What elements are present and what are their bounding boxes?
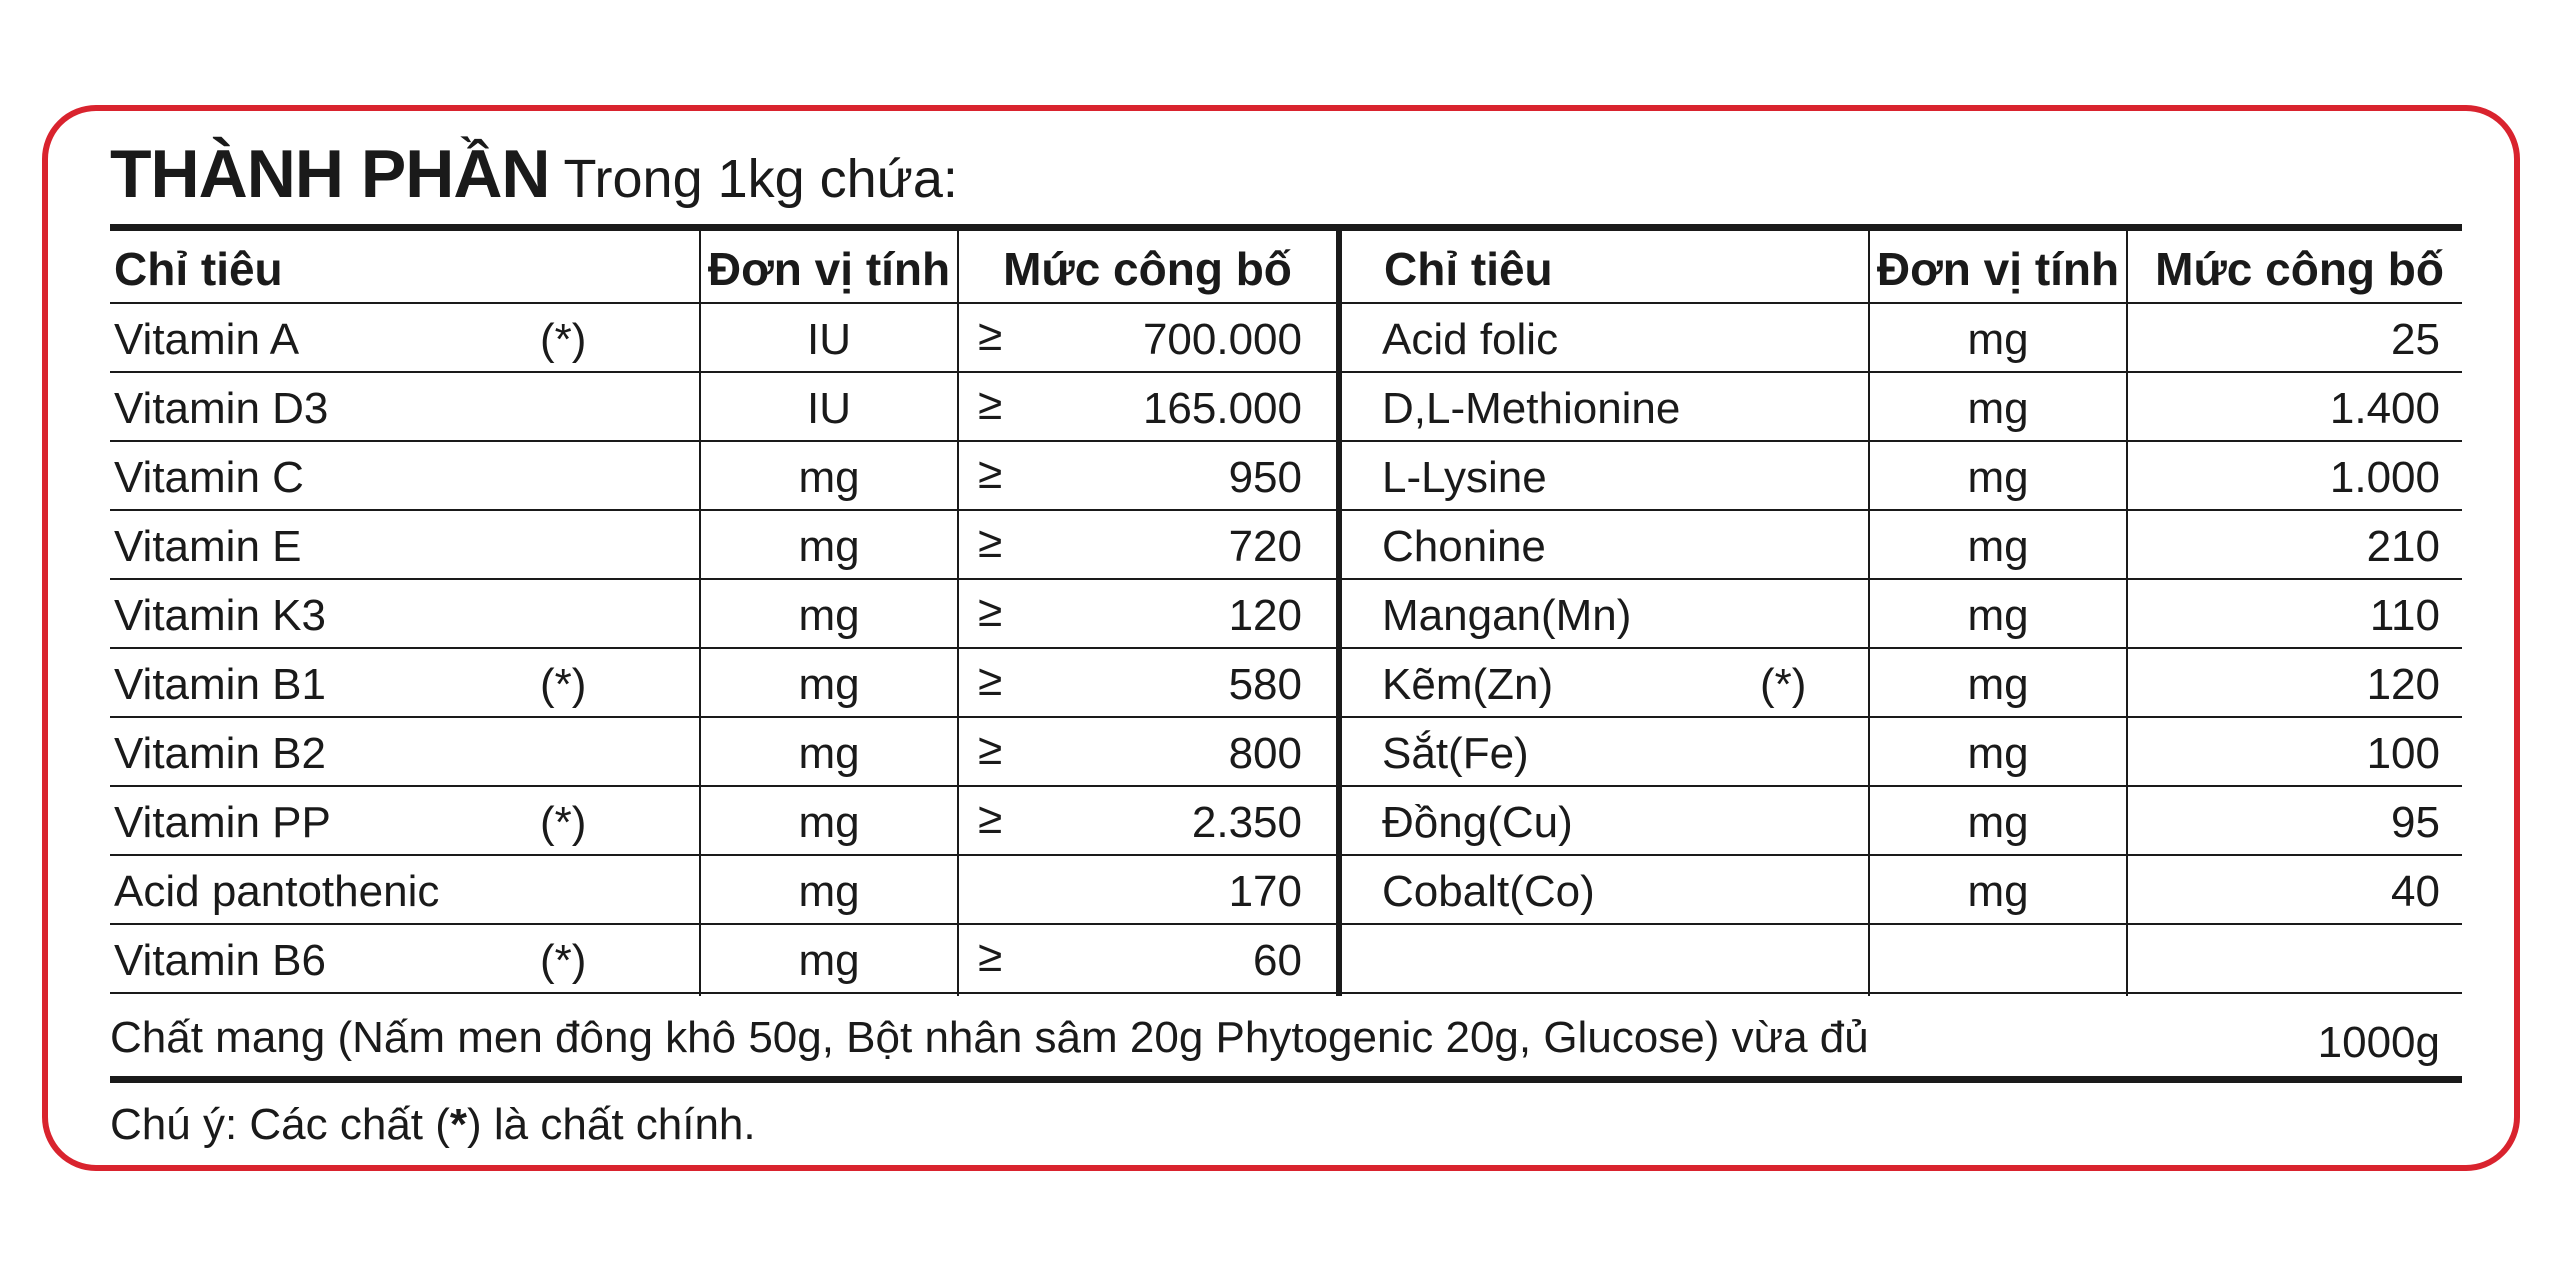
table-bottom-rule bbox=[110, 1076, 2462, 1083]
right-row-unit: mg bbox=[1967, 591, 2029, 640]
row-rule bbox=[110, 716, 2462, 718]
right-row-name: D,L-Methionine bbox=[1382, 384, 1681, 433]
note-star: * bbox=[449, 1100, 468, 1149]
left-row-unit: mg bbox=[798, 522, 860, 571]
left-row-unit: mg bbox=[798, 591, 860, 640]
note-suffix: ) là chất chính. bbox=[467, 1100, 756, 1149]
left-row-value: 950 bbox=[1228, 453, 1302, 502]
left-row-star: (*) bbox=[540, 315, 587, 364]
right-row-value: 1.000 bbox=[2329, 453, 2440, 502]
left-row-name: Vitamin D3 bbox=[114, 384, 329, 433]
left-row-unit: IU bbox=[807, 384, 851, 433]
left-row-ge: ≥ bbox=[978, 725, 1003, 774]
row-rule bbox=[110, 923, 2462, 925]
left-row-unit: mg bbox=[798, 798, 860, 847]
right-row-name: Mangan(Mn) bbox=[1382, 591, 1632, 640]
left-row-value: 2.350 bbox=[1191, 798, 1302, 847]
left-row-value: 60 bbox=[1253, 936, 1302, 985]
row-rule bbox=[110, 647, 2462, 649]
carrier-value: 1000g bbox=[2317, 1018, 2440, 1067]
table-top-rule bbox=[110, 224, 2462, 231]
right-row-value: 210 bbox=[2366, 522, 2440, 571]
right-row-name: Cobalt(Co) bbox=[1382, 867, 1595, 916]
left-row-value: 120 bbox=[1228, 591, 1302, 640]
row-rule bbox=[110, 509, 2462, 511]
right-row-unit: mg bbox=[1967, 453, 2029, 502]
right-row-value: 120 bbox=[2366, 660, 2440, 709]
left-row-name: Acid pantothenic bbox=[114, 867, 440, 916]
footnote bbox=[110, 1100, 756, 1150]
right-row-value: 1.400 bbox=[2329, 384, 2440, 433]
row-rule bbox=[110, 440, 2462, 442]
right-row-value: 40 bbox=[2391, 867, 2440, 916]
left-row-star: (*) bbox=[540, 936, 587, 985]
left-row-star: (*) bbox=[540, 798, 587, 847]
left-row-value: 170 bbox=[1228, 867, 1302, 916]
left-row-value: 165.000 bbox=[1142, 384, 1302, 433]
left-row-ge: ≥ bbox=[978, 518, 1003, 567]
right-row-unit: mg bbox=[1967, 729, 2029, 778]
row-rule bbox=[110, 578, 2462, 580]
right-row-name: L-Lysine bbox=[1382, 453, 1547, 502]
right-row-value: 110 bbox=[2369, 591, 2440, 640]
right-row-value: 25 bbox=[2391, 315, 2440, 364]
row-rule bbox=[110, 854, 2462, 856]
left-row-name: Vitamin K3 bbox=[114, 591, 326, 640]
right-row-unit: mg bbox=[1967, 315, 2029, 364]
right-header-name: Chỉ tiêu bbox=[1384, 243, 1553, 295]
row-rule bbox=[110, 992, 2462, 994]
composition-title bbox=[110, 136, 958, 212]
left-row-unit: mg bbox=[798, 453, 860, 502]
right-row-unit: mg bbox=[1967, 798, 2029, 847]
left-row-ge: ≥ bbox=[978, 656, 1003, 705]
left-row-name: Vitamin B2 bbox=[114, 729, 326, 778]
carrier-text: Chất mang (Nấm men đông khô 50g, Bột nhân sâm 20g Phytogenic 20g, Glucose) vừa đủ bbox=[110, 1013, 1869, 1062]
left-row-value: 720 bbox=[1228, 522, 1302, 571]
left-row-name: Vitamin C bbox=[114, 453, 304, 502]
row-rule bbox=[110, 785, 2462, 787]
right-row-value: 100 bbox=[2366, 729, 2440, 778]
right-row-star: (*) bbox=[1760, 660, 1807, 709]
center-divider bbox=[1336, 231, 1342, 996]
left-row-ge: ≥ bbox=[978, 449, 1003, 498]
left-row-name: Vitamin PP bbox=[114, 798, 331, 847]
right-row-name: Sắt(Fe) bbox=[1382, 729, 1529, 778]
right-header-value: Mức công bố bbox=[2155, 243, 2444, 295]
left-row-unit: mg bbox=[798, 660, 860, 709]
right-row-value: 95 bbox=[2391, 798, 2440, 847]
left-row-value: 700.000 bbox=[1142, 315, 1302, 364]
left-row-name: Vitamin A bbox=[114, 315, 300, 364]
left-row-star: (*) bbox=[540, 660, 587, 709]
left-row-name: Vitamin E bbox=[114, 522, 302, 571]
left-row-value: 800 bbox=[1228, 729, 1302, 778]
right-header-unit: Đơn vị tính bbox=[1876, 243, 2120, 295]
left-row-name: Vitamin B1 bbox=[114, 660, 326, 709]
right-row-unit: mg bbox=[1967, 522, 2029, 571]
left-row-unit: IU bbox=[807, 315, 851, 364]
row-rule bbox=[110, 371, 2462, 373]
column-divider bbox=[957, 231, 959, 996]
left-row-ge: ≥ bbox=[978, 587, 1003, 636]
left-header-value: Mức công bố bbox=[1003, 243, 1292, 295]
left-header-name: Chỉ tiêu bbox=[114, 243, 283, 295]
right-row-name: Acid folic bbox=[1382, 315, 1559, 364]
right-row-name: Kẽm(Zn) bbox=[1382, 660, 1554, 709]
right-row-name: Chonine bbox=[1382, 522, 1546, 571]
left-row-unit: mg bbox=[798, 867, 860, 916]
left-header-unit: Đơn vị tính bbox=[707, 243, 951, 295]
right-row-unit: mg bbox=[1967, 660, 2029, 709]
left-row-unit: mg bbox=[798, 936, 860, 985]
left-row-name: Vitamin B6 bbox=[114, 936, 326, 985]
right-row-unit: mg bbox=[1967, 384, 2029, 433]
left-row-unit: mg bbox=[798, 729, 860, 778]
header-rule bbox=[110, 302, 2462, 304]
left-row-ge: ≥ bbox=[978, 380, 1003, 429]
left-row-ge: ≥ bbox=[978, 311, 1003, 360]
note-prefix: Chú ý: Các chất ( bbox=[110, 1100, 450, 1149]
right-row-unit: mg bbox=[1967, 867, 2029, 916]
left-row-ge: ≥ bbox=[978, 794, 1003, 843]
left-row-value: 580 bbox=[1228, 660, 1302, 709]
right-row-name: Đồng(Cu) bbox=[1382, 798, 1573, 847]
left-row-ge: ≥ bbox=[978, 932, 1003, 981]
title-subtitle: Trong 1kg chứa: bbox=[563, 149, 958, 209]
title-main: THÀNH PHẦN bbox=[110, 136, 550, 212]
